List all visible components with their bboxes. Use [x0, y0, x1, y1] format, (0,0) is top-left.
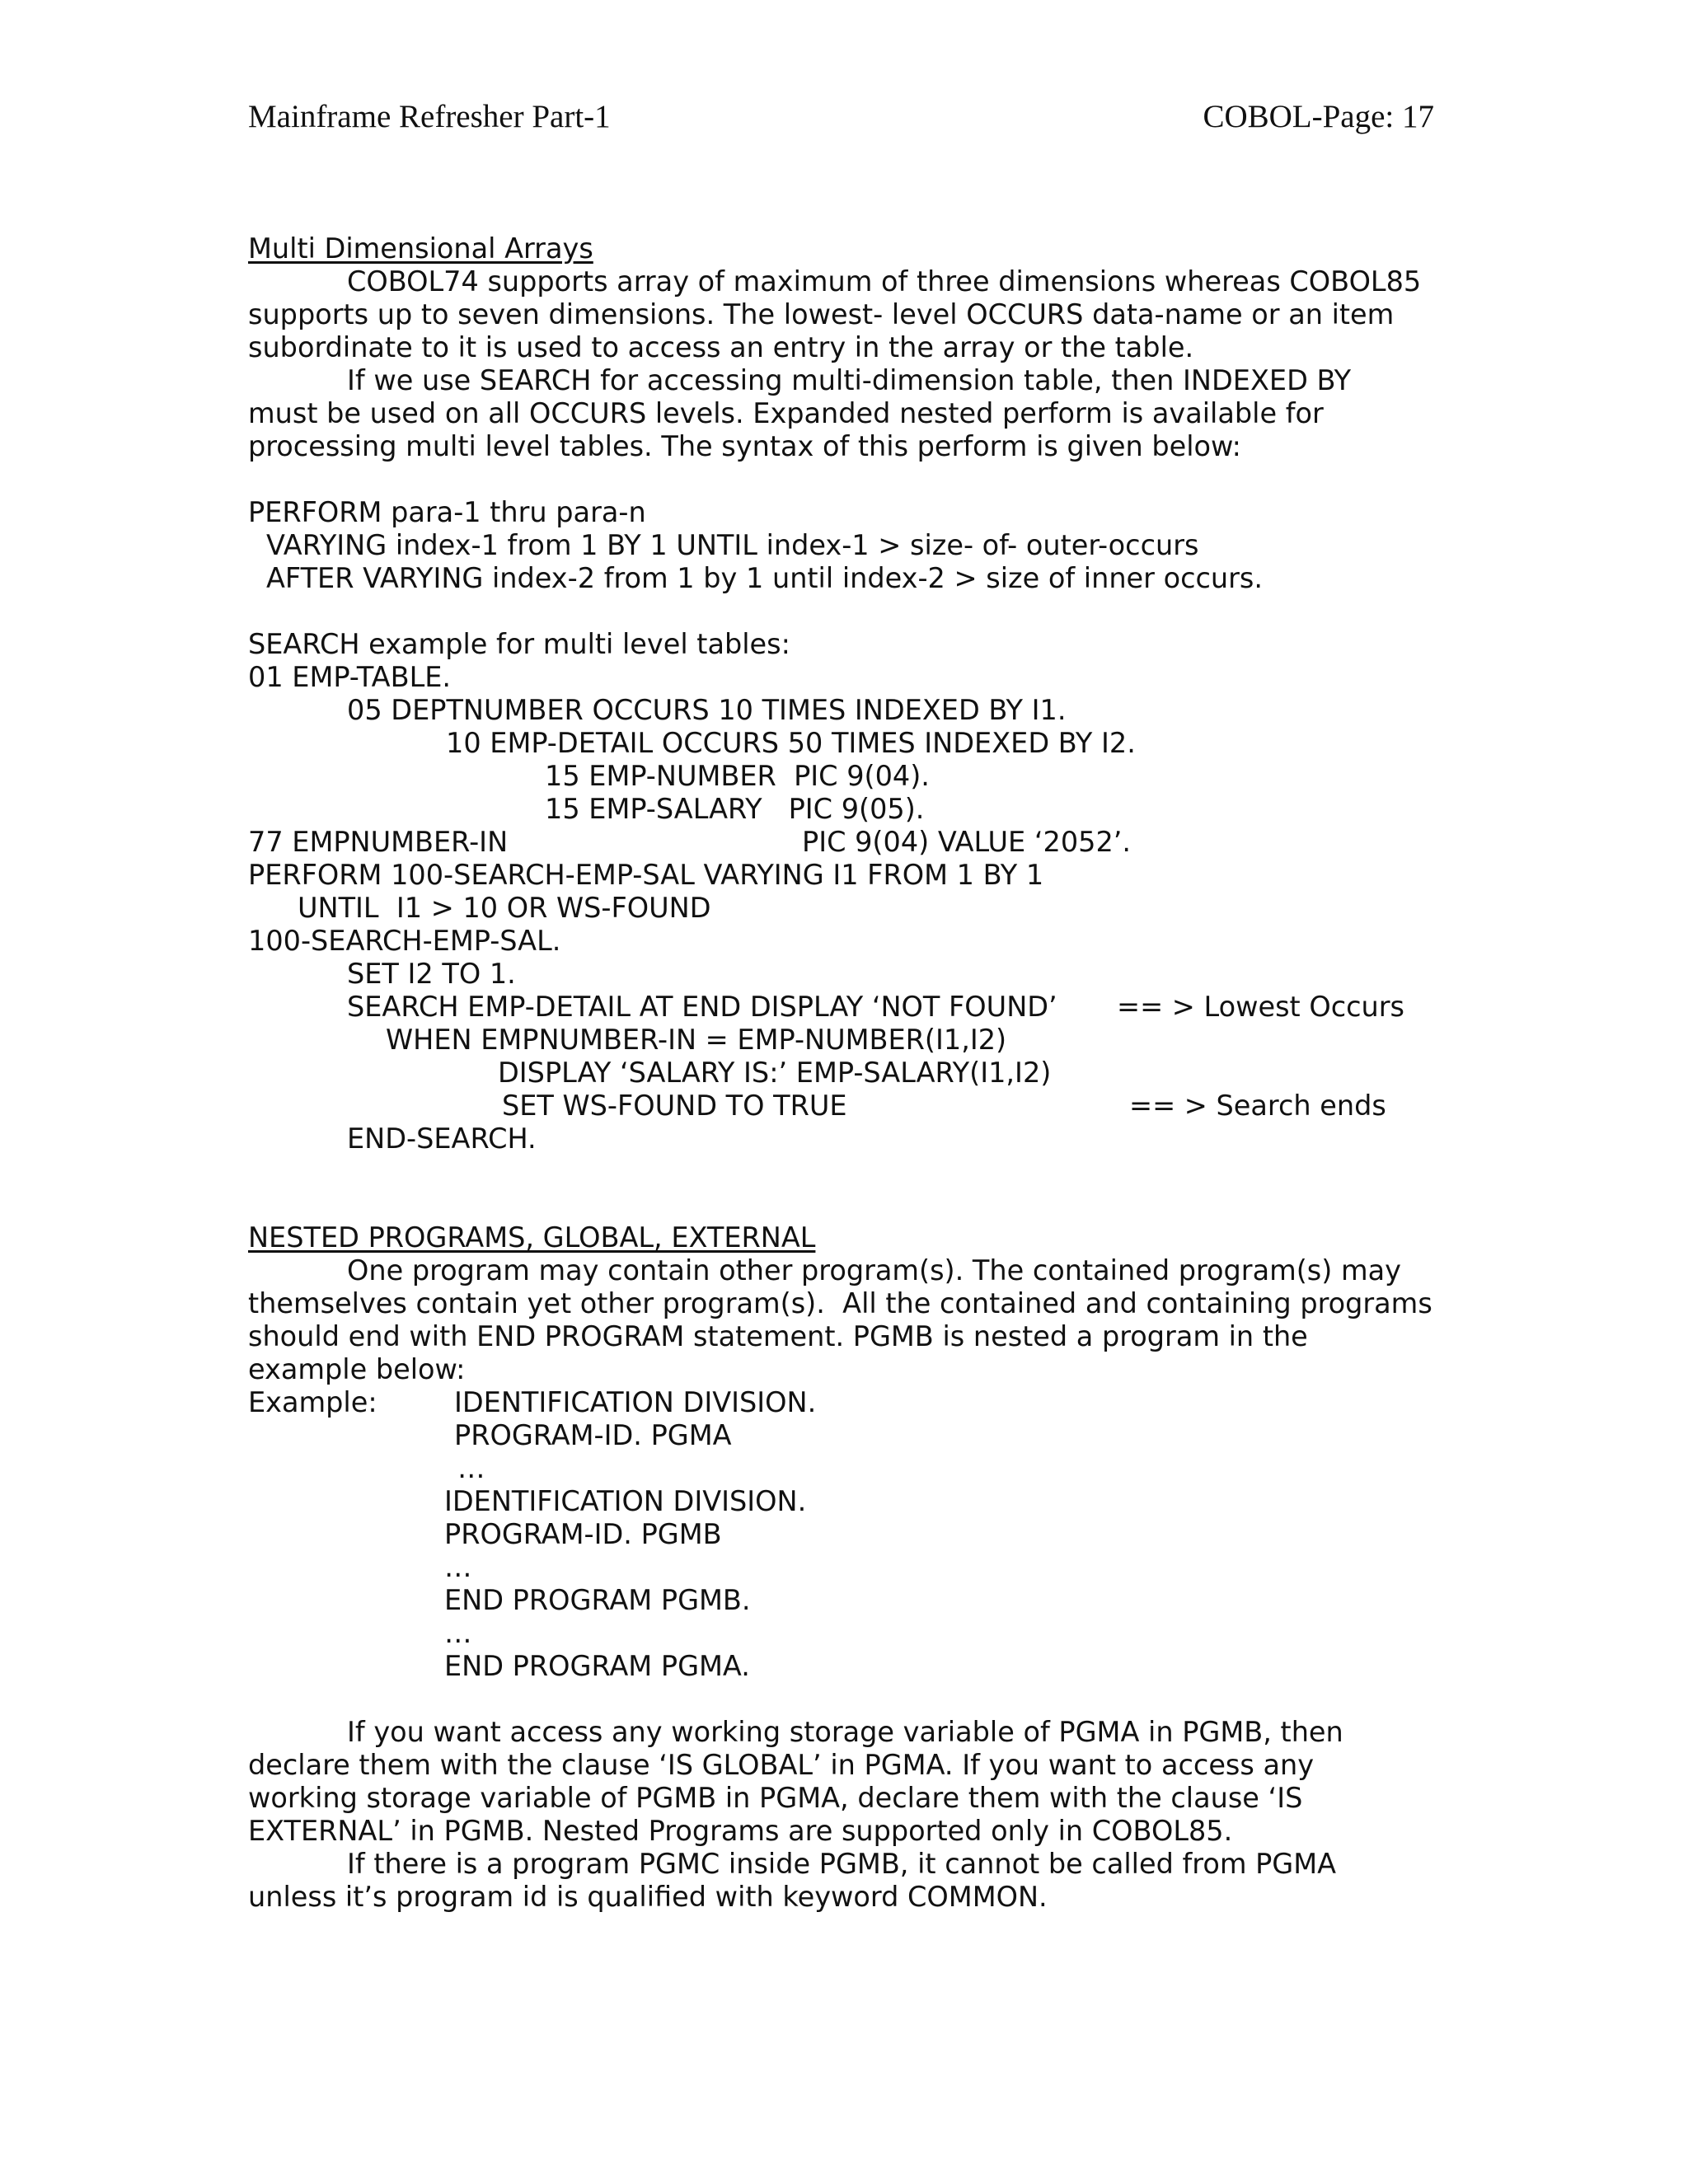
paragraph-line: One program may contain other program(s). The contained program(s) may	[347, 1254, 1401, 1286]
paragraph-line: EXTERNAL’ in PGMB. Nested Programs are supported only in COBOL85.	[248, 1815, 1233, 1847]
paragraph-line: declare them with the clause ‘IS GLOBAL’ in PGMA. If you want to access any	[248, 1749, 1315, 1781]
code-line: 15 EMP-SALARY PIC 9(05).	[545, 793, 925, 825]
code-line: WHEN EMPNUMBER-IN = EMP-NUMBER(I1,I2)	[386, 1024, 1007, 1056]
paragraph-line: COBOL74 supports array of maximum of three dimensions whereas COBOL85	[347, 265, 1422, 298]
paragraph-line: example below:	[248, 1353, 466, 1385]
header-title: Mainframe Refresher Part-1	[248, 99, 611, 134]
paragraph-line: supports up to seven dimensions. The lowest- level OCCURS data-name or an item	[248, 298, 1395, 330]
code-line: END PROGRAM PGMB.	[444, 1584, 751, 1616]
paragraph-line: working storage variable of PGMB in PGMA, declare them with the clause ‘IS	[248, 1782, 1303, 1814]
code-line: SET WS-FOUND TO TRUE	[502, 1090, 847, 1122]
code-line: …	[444, 1617, 472, 1649]
search-example-intro: SEARCH example for multi level tables:	[248, 628, 790, 660]
paragraph-line: should end with END PROGRAM statement. PGMB is nested a program in the	[248, 1320, 1308, 1352]
paragraph-line: If we use SEARCH for accessing multi-dimension table, then INDEXED BY	[347, 364, 1352, 396]
code-line-varying: VARYING index-1 from 1 BY 1 UNTIL index-1 > size- of- outer-occurs	[266, 529, 1199, 561]
example-label: Example:	[248, 1386, 377, 1418]
code-line: 10 EMP-DETAIL OCCURS 50 TIMES INDEXED BY I2.	[446, 727, 1136, 759]
paragraph-line: subordinate to it is used to access an entry in the array or the table.	[248, 331, 1194, 363]
code-line: …	[457, 1452, 485, 1484]
section-heading-nested-programs: NESTED PROGRAMS, GLOBAL, EXTERNAL	[248, 1221, 816, 1254]
paragraph-line: If there is a program PGMC inside PGMB, it cannot be called from PGMA	[347, 1848, 1337, 1880]
code-line: 77 EMPNUMBER-IN	[248, 826, 509, 858]
header-page-number: COBOL-Page: 17	[1203, 99, 1434, 134]
code-line: SET I2 TO 1.	[347, 958, 516, 990]
paragraph-line: If you want access any working storage variable of PGMA in PGMB, then	[347, 1716, 1343, 1748]
code-line: 15 EMP-NUMBER PIC 9(04).	[545, 760, 930, 792]
code-line: DISPLAY ‘SALARY IS:’ EMP-SALARY(I1,I2)	[498, 1057, 1052, 1089]
code-annotation: == > Lowest Occurs	[1117, 991, 1404, 1023]
code-line-pic-clause: PIC 9(04) VALUE ‘2052’.	[802, 826, 1132, 858]
code-line: PROGRAM-ID. PGMB	[444, 1518, 722, 1550]
code-line: IDENTIFICATION DIVISION.	[444, 1485, 807, 1517]
code-line: …	[444, 1551, 472, 1583]
code-line: SEARCH EMP-DETAIL AT END DISPLAY ‘NOT FOUND’	[347, 991, 1057, 1023]
code-line-perform: PERFORM para-1 thru para-n	[248, 496, 646, 528]
code-line: UNTIL I1 > 10 OR WS-FOUND	[298, 892, 711, 924]
paragraph-line: must be used on all OCCURS levels. Expanded nested perform is available for	[248, 397, 1324, 429]
code-line: IDENTIFICATION DIVISION.	[454, 1386, 817, 1418]
paragraph-line: themselves contain yet other program(s). All the contained and containing programs	[248, 1287, 1432, 1319]
code-line: 01 EMP-TABLE.	[248, 661, 452, 693]
code-line: 05 DEPTNUMBER OCCURS 10 TIMES INDEXED BY I1.	[347, 694, 1067, 726]
section-heading-multi-dimensional-arrays: Multi Dimensional Arrays	[248, 232, 593, 265]
paragraph-line: unless it’s program id is qualified with keyword COMMON.	[248, 1881, 1048, 1913]
code-line: END PROGRAM PGMA.	[444, 1650, 750, 1682]
code-annotation: == > Search ends	[1129, 1090, 1386, 1122]
code-line-after-varying: AFTER VARYING index-2 from 1 by 1 until index-2 > size of inner occurs.	[266, 562, 1264, 594]
paragraph-line: processing multi level tables. The syntax of this perform is given below:	[248, 430, 1241, 462]
code-line: PROGRAM-ID. PGMA	[454, 1419, 732, 1451]
code-line: END-SEARCH.	[347, 1122, 537, 1155]
code-line: PERFORM 100-SEARCH-EMP-SAL VARYING I1 FROM 1 BY 1	[248, 859, 1044, 891]
code-line: 100-SEARCH-EMP-SAL.	[248, 925, 561, 957]
